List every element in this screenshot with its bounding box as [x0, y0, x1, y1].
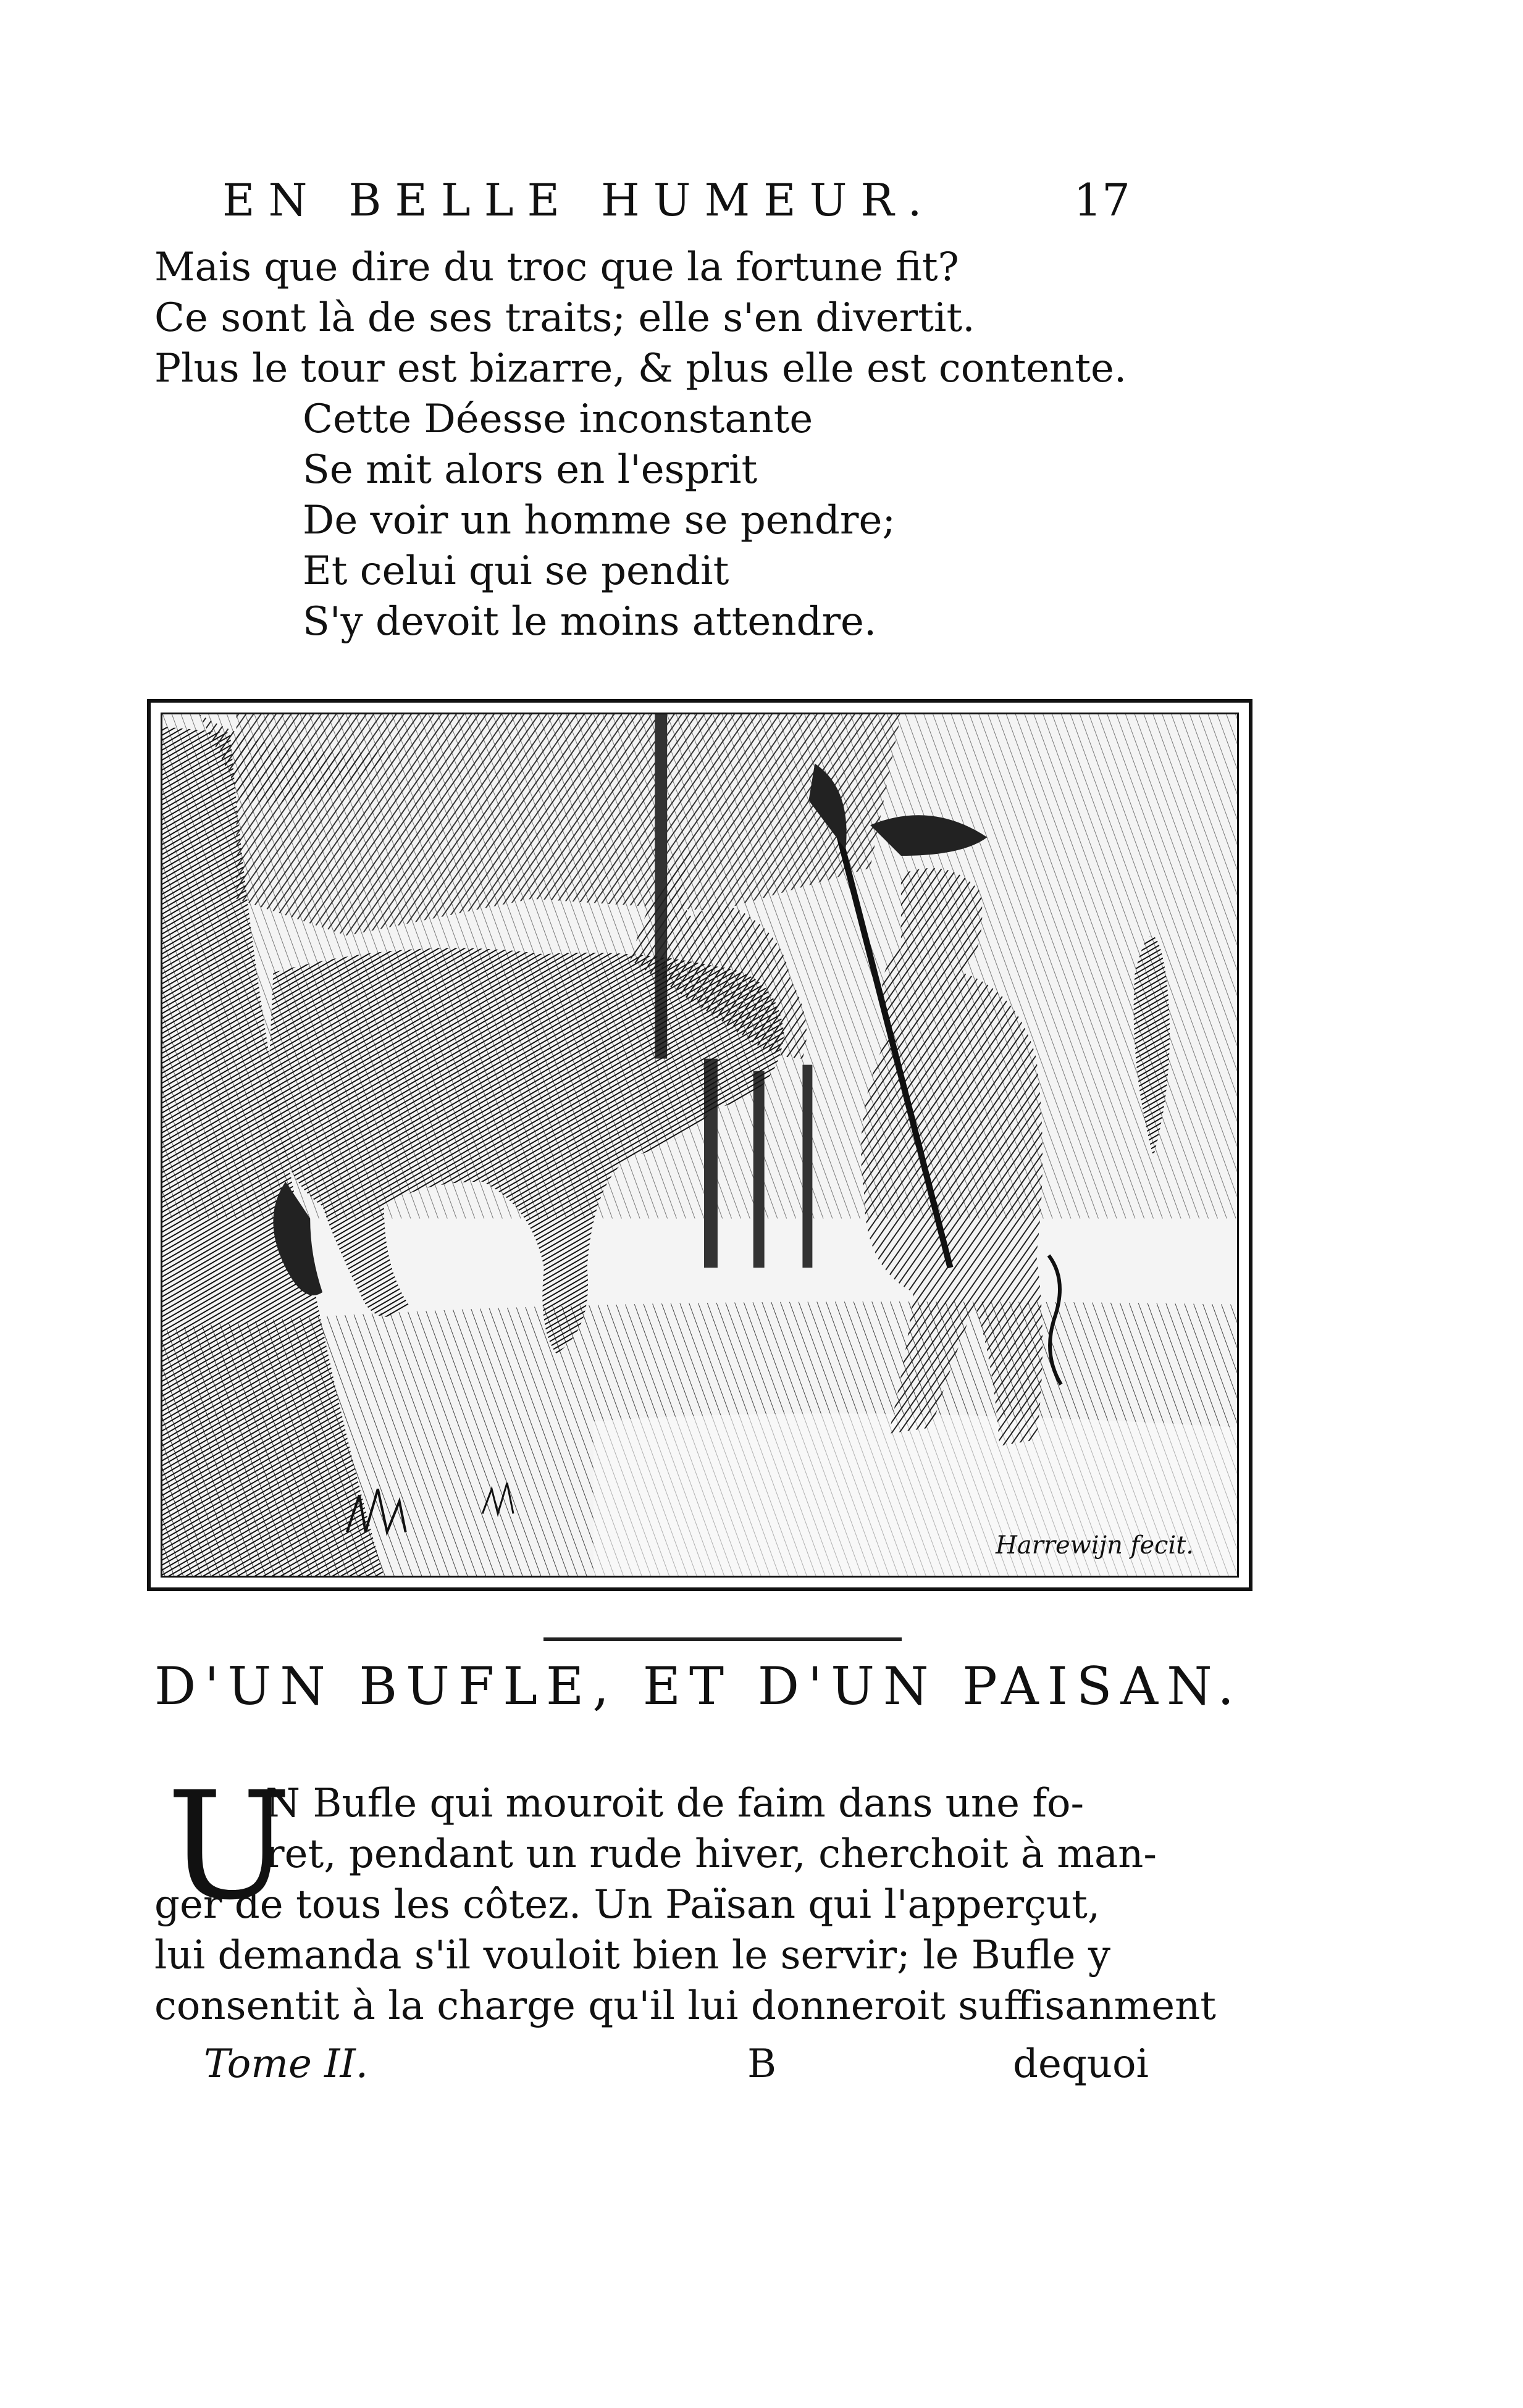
fable-title: D'UN BUFLE, ET D'UN PAISAN.	[154, 1656, 1243, 1716]
body-line: ret, pendant un rude hiver, cherchoit à man-	[266, 1831, 1157, 1877]
engraving-buffalo-peasant	[162, 714, 1237, 1576]
page-number: 17	[1073, 174, 1130, 226]
verse-block	[154, 242, 1143, 647]
body-line: ger de tous les côtez. Un Païsan qui l'apperçut,	[154, 1882, 1101, 1928]
verse-line: Plus le tour est bizarre, & plus elle est contente.	[154, 346, 1127, 391]
signature-mark: B	[747, 2041, 777, 2087]
engraver-signature: Harrewijn fecit.	[995, 1531, 1194, 1560]
body-line: N Bufle qui mouroit de faim dans une fo-	[266, 1781, 1085, 1826]
verse-line: Cette Déesse inconstante	[303, 396, 813, 442]
verse-line: Et celui qui se pendit	[303, 548, 729, 594]
body-text	[154, 1760, 1216, 2031]
verse-line: Mais que dire du troc que la fortune fit?	[154, 245, 959, 290]
page-footer	[204, 2041, 1149, 2097]
body-line: consentit à la charge qu'il lui donneroit suffisanment	[154, 1983, 1216, 2029]
verse-line: De voir un homme se pendre;	[303, 498, 896, 543]
volume-label: Tome II.	[204, 2041, 369, 2087]
engraving-illustration	[161, 713, 1239, 1578]
verse-line: Ce sont là de ses traits; elle s'en divertit.	[154, 295, 975, 341]
verse-line: Se mit alors en l'esprit	[303, 447, 758, 493]
verse-line: S'y devoit le moins attendre.	[303, 599, 877, 645]
running-head	[222, 174, 1130, 236]
catchword: dequoi	[1012, 2041, 1149, 2087]
running-title: EN BELLE HUMEUR.	[222, 174, 936, 226]
body-line: lui demanda s'il vouloit bien le servir; le Bufle y	[154, 1933, 1111, 1978]
drop-cap: U	[167, 1760, 292, 1933]
section-rule	[543, 1637, 902, 1641]
engraving-plate	[147, 699, 1252, 1591]
